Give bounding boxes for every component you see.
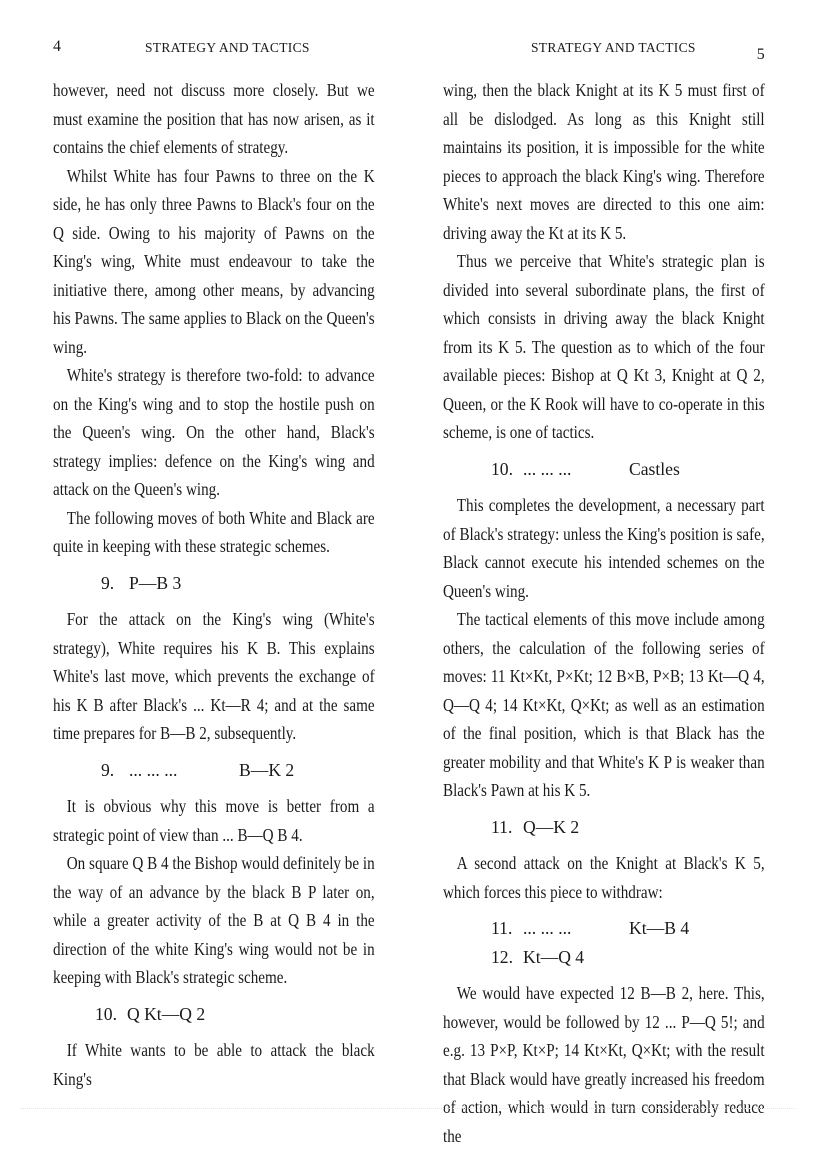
running-head: STRATEGY AND TACTICS [531, 40, 696, 55]
white-move: ... ... ... [129, 759, 178, 780]
page-bottom-rule [20, 1108, 796, 1109]
move-number: 12. [491, 946, 513, 967]
paragraph: The following moves of both White and Black are quite in keeping with these strategic schemes. [53, 507, 375, 556]
right-page-body [443, 76, 765, 1150]
move-line [443, 813, 765, 842]
running-head: STRATEGY AND TACTICS [145, 40, 310, 55]
paragraph: wing, then the black Knight at its K 5 must first of all be dislodged. As long as this Knight still maintains its position, it is impossible for the white pieces to approach the black King's wing. Therefore White's next moves are directed to this one aim: driving away the Kt at its K 5. [443, 80, 765, 243]
white-move: P—B 3 [129, 572, 182, 593]
white-move: ... ... ... [523, 458, 572, 479]
black-move: B—K 2 [239, 759, 295, 780]
move-number: 11. [491, 816, 513, 837]
white-move: Kt—Q 4 [523, 946, 585, 967]
move-line [53, 756, 375, 785]
left-page-body [53, 76, 375, 1093]
paragraph: It is obvious why this move is better from a strategic point of view than ... B—Q B 4. [53, 796, 375, 845]
right-page [443, 36, 765, 1150]
black-move: Castles [629, 458, 680, 479]
paragraph: however, need not discuss more closely. But we must examine the position that has now arisen, as it contains the chief elements of strategy. [53, 80, 375, 157]
paragraph: This completes the development, a necessary part of Black's strategy: unless the King's position is safe, Black cannot execute his intended schemes on the Queen's wing. [443, 495, 765, 601]
paragraph: We would have expected 12 B—B 2, here. This, however, would be followed by 12 ... P—Q 5!; and e.g. 13 P×P, Kt×P; 14 Kt×Kt, Q×Kt; with the result that Black would have greatly increased his freedom of action, which would in turn considerably reduce the [443, 983, 765, 1146]
right-page-header [443, 36, 765, 62]
move-number: 11. [491, 918, 513, 938]
white-move: Q Kt—Q 2 [127, 1003, 206, 1024]
paragraph: For the attack on the King's wing (White's strategy), White requires his K B. This explains White's last move, which prevents the exchange of his K B after Black's ... Kt—R 4; and at the same time prepares for B—B 2, subsequently. [53, 609, 375, 743]
page-number: 5 [756, 46, 765, 63]
move-number: 10. [95, 1003, 117, 1024]
move-number: 9. [101, 572, 115, 593]
paragraph: White's strategy is therefore two-fold: to advance on the King's wing and to stop the hostile push on the Queen's wing. On the other hand, Black's strategy implies: defence on the King's wing and attack on the Queen's wing. [53, 365, 375, 499]
paragraph: Thus we perceive that White's strategic plan is divided into several subordinate plans, the first of which consists in driving away the black Knight from its K 5. The question as to which of the four available pieces: Bishop at Q Kt 3, Knight at Q 2, Queen, or the K Rook will have to co-operate in this scheme, is one of tactics. [443, 251, 765, 442]
page-number: 4 [53, 38, 62, 55]
move-line [53, 569, 375, 598]
paragraph: The tactical elements of this move include among others, the calculation of the following series of moves: 11 Kt×Kt, P×Kt; 12 B×B, P×B; 13 Kt—Q 4, Q—Q 4; 14 Kt×Kt, Q×Kt; as well as an estimation of the final position, which is that Black has the greater mobility and that White's K P is weaker than Black's Pawn at his K 5. [443, 609, 765, 800]
white-move: Q—K 2 [523, 816, 580, 837]
white-move: ... ... ... [523, 918, 572, 938]
left-page-header [53, 36, 375, 62]
paragraph: If White wants to be able to attack the black King's [53, 1040, 375, 1089]
move-number: 10. [491, 458, 513, 479]
paragraph: A second attack on the Knight at Black's K 5, which forces this piece to withdraw: [443, 853, 765, 902]
paragraph: Whilst White has four Pawns to three on the K side, he has only three Pawns to Black's four on the Q side. Owing to his majority of Pawns on the King's wing, White must endeavour to take the initiative there, among other means, by advancing his Pawns. The same applies to Black on the Queen's wing. [53, 165, 375, 357]
paragraph: On square Q B 4 the Bishop would definitely be in the way of an advance by the black B P later on, while a greater activity of the B at Q B 4 in the direction of the white King's wing would not be in keeping with Black's strategic scheme. [53, 853, 375, 987]
black-move: Kt—B 4 [629, 918, 690, 938]
move-line [443, 943, 765, 972]
move-line [53, 1000, 375, 1029]
move-line [443, 455, 765, 484]
left-page [53, 36, 375, 1093]
move-line [443, 914, 765, 943]
move-number: 9. [101, 759, 115, 780]
